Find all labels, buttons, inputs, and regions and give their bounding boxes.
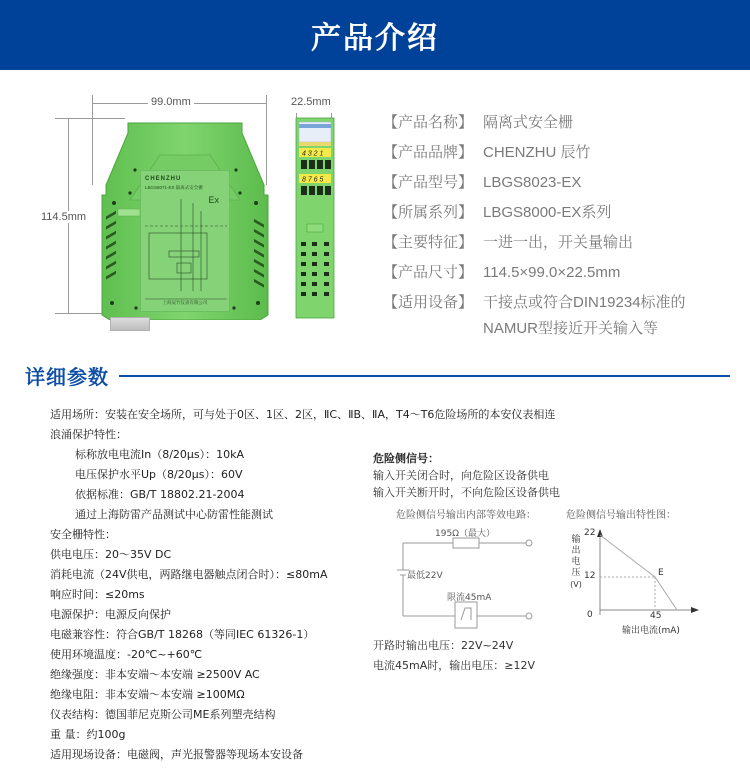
barrier-module-side bbox=[295, 112, 335, 320]
spec-row-devices-continued bbox=[383, 314, 733, 344]
param-item: 供电电压：20～35V DC bbox=[50, 548, 172, 561]
spec-value: NAMUR型接近开关输入等 bbox=[483, 320, 658, 337]
x-tick-45: 45 bbox=[650, 611, 662, 621]
product-label-plate bbox=[140, 170, 230, 312]
spec-value: 114.5×99.0×22.5mm bbox=[483, 264, 621, 281]
y-axis-label bbox=[569, 535, 583, 590]
spec-key: 【产品尺寸】 bbox=[383, 264, 474, 281]
spec-row-series bbox=[383, 198, 733, 228]
circuit-caption: 危险侧信号输出内部等效电路： bbox=[396, 510, 536, 521]
product-image bbox=[30, 85, 370, 335]
spec-key: 【产品名称】 bbox=[383, 114, 474, 131]
resistor-label: 195Ω（最大） bbox=[435, 529, 496, 539]
param-item: 电磁兼容性：符合GB/T 18268（等同IEC 61326-1） bbox=[50, 628, 315, 641]
origin-label: 0 bbox=[587, 610, 593, 620]
header-banner bbox=[0, 0, 750, 70]
spec-value: CHENZHU 辰竹 bbox=[483, 144, 591, 161]
svg-text:4 3 2 1: 4 3 2 1 bbox=[302, 150, 324, 158]
chart-caption: 危险侧信号输出特性图： bbox=[566, 510, 676, 521]
output-characteristic-chart bbox=[555, 525, 725, 640]
param-item: 适用现场设备：电磁阀，声光报警器等现场本安设备 bbox=[50, 748, 303, 761]
param-item: 响应时间：≤20ms bbox=[50, 588, 145, 601]
output-note: 电流45mA时，输出电压：≥12V bbox=[373, 659, 535, 672]
spec-value: 隔离式安全栅 bbox=[483, 114, 574, 131]
equivalent-circuit-diagram bbox=[377, 520, 547, 630]
wiring-diagram-icon bbox=[141, 171, 231, 313]
param-applicable-site: 适用场所：安装在安全场所，可与处于0区、1区、2区，ⅡC、ⅡB、ⅡA，T4～T6危险场所的本安仪表相连 bbox=[50, 408, 556, 421]
spec-value: 干接点或符合DIN19234标准的 bbox=[483, 294, 686, 311]
danger-side-title: 危险侧信号： bbox=[373, 452, 439, 465]
label-company: 上海辰竹仪表有限公司 bbox=[162, 301, 208, 306]
label-brand: CHENZHU bbox=[145, 176, 182, 182]
spec-key: 【产品品牌】 bbox=[383, 144, 474, 161]
param-item: 绝缘电阻：非本安端～本安端 ≥100MΩ bbox=[50, 688, 245, 701]
y-axis-label-char: 电 bbox=[571, 557, 581, 567]
svg-text:8 7 6 5: 8 7 6 5 bbox=[302, 176, 324, 184]
depth-dimension-label: 22.5mm bbox=[288, 96, 334, 108]
x-axis-label: 输出电流(mA) bbox=[622, 626, 680, 636]
param-item: 使用环境温度：-20℃~+60℃ bbox=[50, 648, 203, 661]
dimension-line bbox=[92, 95, 93, 185]
current-limiter-label: 限流45mA bbox=[447, 593, 492, 603]
section-title: 详细参数 bbox=[25, 364, 109, 389]
spec-value: LBGS8023-EX bbox=[483, 174, 582, 191]
output-notes bbox=[373, 636, 535, 676]
param-item: 仪表结构：德国菲尼克斯公司ME系列塑壳结构 bbox=[50, 708, 276, 721]
ex-mark: Ex bbox=[208, 195, 219, 205]
voltage-source-label: 最低22V bbox=[407, 571, 443, 581]
param-heading-barrier: 安全栅特性： bbox=[50, 528, 116, 541]
danger-side-info bbox=[373, 450, 733, 501]
y-tick-22: 22 bbox=[584, 528, 596, 538]
param-list bbox=[50, 425, 370, 765]
param-item: 依据标准：GB/T 18802.21-2004 bbox=[75, 488, 245, 501]
param-item: 重 量：约100g bbox=[50, 728, 126, 741]
spec-value: LBGS8000-EX系列 bbox=[483, 204, 612, 221]
spec-key: 【适用设备】 bbox=[383, 294, 474, 311]
spec-key: 【产品型号】 bbox=[383, 174, 474, 191]
y-axis-label-char: 输 bbox=[571, 535, 581, 545]
spec-row-features bbox=[383, 228, 733, 258]
param-item: 通过上海防雷产品测试中心防雷性能测试 bbox=[75, 508, 273, 521]
y-axis-label-char: 出 bbox=[571, 546, 581, 556]
danger-side-line: 输入开关断开时，不向危险区设备供电 bbox=[373, 486, 560, 499]
spec-row-model bbox=[383, 168, 733, 198]
spec-row-brand bbox=[383, 138, 733, 168]
width-dimension-label: 99.0mm bbox=[148, 96, 194, 108]
product-spec-list bbox=[383, 108, 733, 344]
y-axis-label-char: 压 bbox=[571, 568, 581, 578]
section-header bbox=[25, 360, 730, 390]
param-heading-surge: 浪涌保护特性： bbox=[50, 428, 127, 441]
height-dimension-label: 114.5mm bbox=[38, 211, 89, 223]
param-item: 电压保护水平Up（8/20μs）：60V bbox=[75, 468, 243, 481]
barrier-module-front bbox=[100, 115, 270, 317]
page-title: 产品介绍 bbox=[311, 21, 439, 56]
spec-key: 【主要特征】 bbox=[383, 234, 474, 251]
spec-row-name bbox=[383, 108, 733, 138]
point-e-label: E bbox=[658, 568, 664, 578]
section-divider bbox=[119, 375, 730, 377]
y-tick-12: 12 bbox=[584, 571, 596, 581]
danger-side-line: 输入开关闭合时，向危险区设备供电 bbox=[373, 469, 549, 482]
param-item: 消耗电流（24V供电，两路继电器触点闭合时）：≤80mA bbox=[50, 568, 328, 581]
spec-key: 【所属系列】 bbox=[383, 204, 474, 221]
output-note: 开路时输出电压：22V~24V bbox=[373, 639, 514, 652]
param-item: 电源保护：电源反向保护 bbox=[50, 608, 171, 621]
y-axis-label-char: (V) bbox=[570, 580, 582, 589]
param-item: 绝缘强度：非本安端～本安端 ≥2500V AC bbox=[50, 668, 260, 681]
spec-value: 一进一出，开关量输出 bbox=[483, 234, 634, 251]
din-rail-clip bbox=[110, 317, 150, 331]
spec-row-size bbox=[383, 258, 733, 288]
label-model: LBGS8071-EX 隔离式安全栅 bbox=[145, 185, 203, 190]
param-item: 标称放电电流In（8/20μs）：10kA bbox=[75, 448, 245, 461]
